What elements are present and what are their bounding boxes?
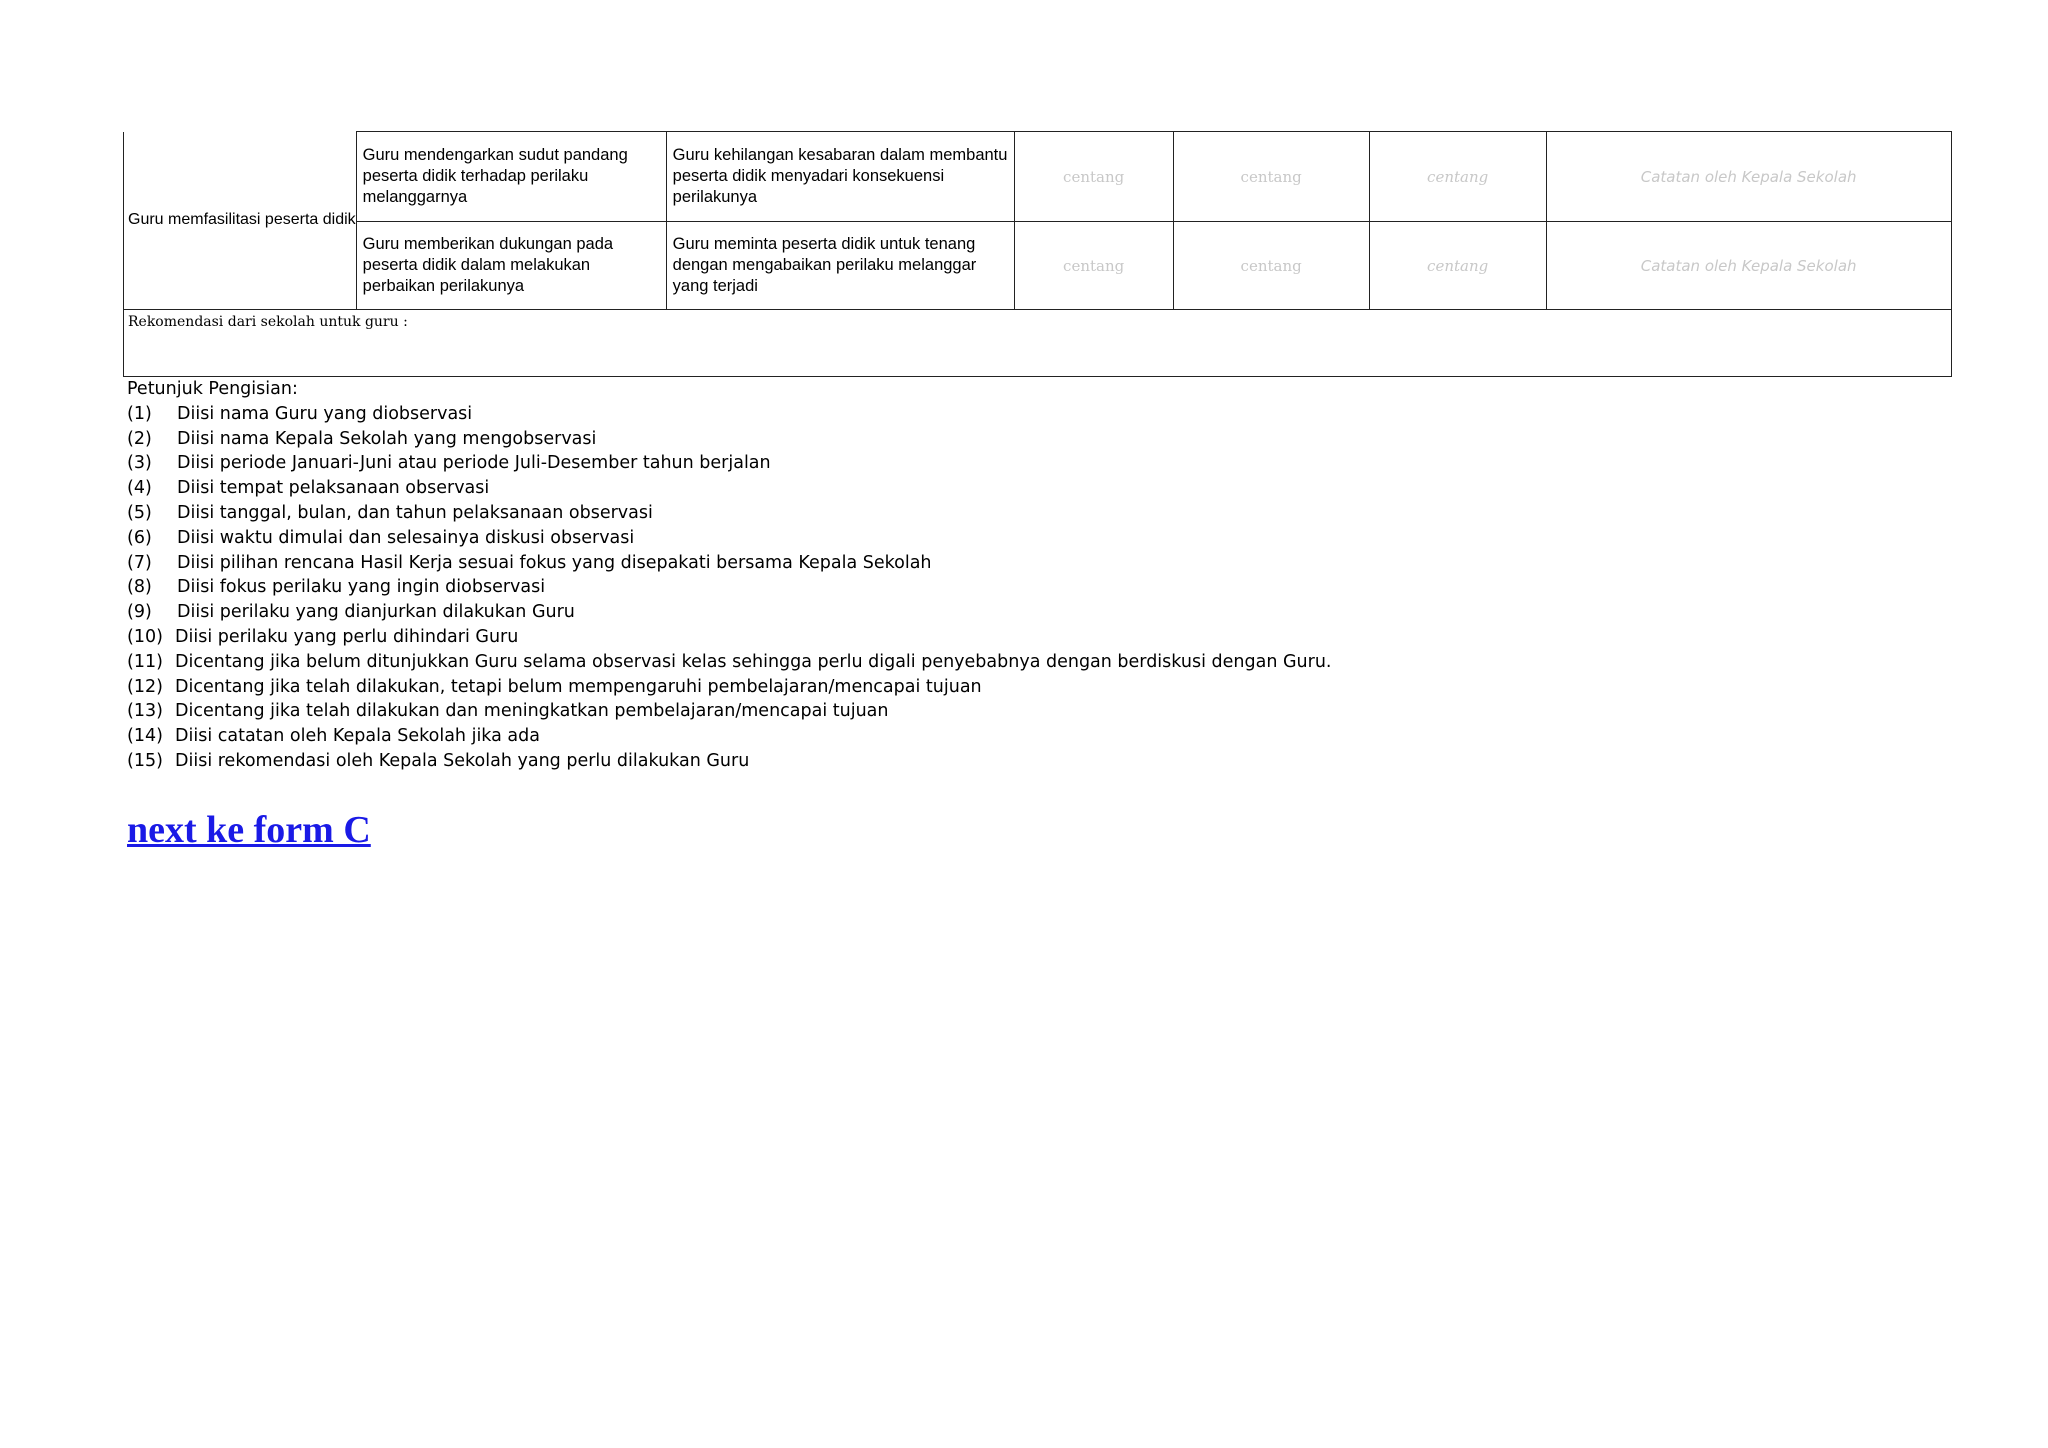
list-item bbox=[127, 600, 1331, 625]
check-no-impact-cell[interactable]: centang bbox=[1173, 132, 1369, 222]
item-number: (13) bbox=[127, 701, 163, 722]
list-item bbox=[127, 526, 1331, 551]
list-item bbox=[127, 575, 1331, 600]
item-number: (8) bbox=[127, 577, 152, 598]
check-no-impact-cell[interactable]: centang bbox=[1173, 222, 1369, 310]
item-text: Diisi rekomendasi oleh Kepala Sekolah yang perlu dilakukan Guru bbox=[175, 750, 750, 771]
item-text: Dicentang jika telah dilakukan, tetapi belum mempengaruhi pembelajaran/mencapai tujuan bbox=[175, 676, 982, 697]
check-improved-cell[interactable]: centang bbox=[1369, 132, 1546, 222]
instructions bbox=[127, 377, 1331, 774]
table-row bbox=[124, 132, 1952, 222]
item-text: Diisi catatan oleh Kepala Sekolah jika ada bbox=[175, 726, 540, 747]
item-number: (11) bbox=[127, 651, 163, 672]
item-number: (6) bbox=[127, 527, 152, 548]
recommendation-row bbox=[124, 310, 1952, 377]
item-text: Diisi perilaku yang dianjurkan dilakukan Guru bbox=[177, 602, 575, 623]
principal-note-cell[interactable]: Catatan oleh Kepala Sekolah bbox=[1546, 222, 1951, 310]
item-text: Dicentang jika belum ditunjukkan Guru selama observasi kelas sehingga perlu digali penyebabnya dengan berdiskusi dengan Guru. bbox=[175, 651, 1332, 672]
recommendation-cell[interactable] bbox=[124, 310, 1952, 377]
item-text: Diisi perilaku yang perlu dihindari Guru bbox=[175, 626, 519, 647]
list-item bbox=[127, 749, 1331, 774]
focus-label: Guru memfasilitasi peserta didik bbox=[128, 211, 356, 229]
item-number: (12) bbox=[127, 676, 163, 697]
instructions-title: Petunjuk Pengisian: bbox=[127, 379, 298, 399]
list-item bbox=[127, 625, 1331, 650]
item-number: (1) bbox=[127, 403, 152, 424]
item-number: (5) bbox=[127, 502, 152, 523]
check-improved-cell[interactable]: centang bbox=[1369, 222, 1546, 310]
list-item bbox=[127, 675, 1331, 700]
list-item bbox=[127, 476, 1331, 501]
recommended-behavior-cell: Guru memberikan dukungan pada peserta didik dalam melakukan perbaikan perilakunya bbox=[356, 222, 666, 310]
focus-cell bbox=[124, 132, 357, 310]
item-number: (3) bbox=[127, 453, 152, 474]
item-text: Diisi pilihan rencana Hasil Kerja sesuai fokus yang disepakati bersama Kepala Sekolah bbox=[177, 552, 932, 573]
avoided-behavior-cell: Guru meminta peserta didik untuk tenang dengan mengabaikan perilaku melanggar yang terjadi bbox=[666, 222, 1014, 310]
item-text: Diisi nama Guru yang diobservasi bbox=[177, 403, 473, 424]
list-item bbox=[127, 501, 1331, 526]
item-text: Dicentang jika telah dilakukan dan meningkatkan pembelajaran/mencapai tujuan bbox=[175, 701, 889, 722]
recommendation-label: Rekomendasi dari sekolah untuk guru : bbox=[128, 314, 408, 330]
item-text: Diisi tempat pelaksanaan observasi bbox=[177, 478, 490, 499]
list-item bbox=[127, 402, 1331, 427]
check-not-shown-cell[interactable]: centang bbox=[1014, 132, 1173, 222]
avoided-behavior-cell: Guru kehilangan kesabaran dalam membantu peserta didik menyadari konsekuensi perilakunya bbox=[666, 132, 1014, 222]
list-item bbox=[127, 451, 1331, 476]
list-item bbox=[127, 724, 1331, 749]
item-text: Diisi waktu dimulai dan selesainya diskusi observasi bbox=[177, 527, 635, 548]
item-number: (15) bbox=[127, 750, 163, 771]
list-item bbox=[127, 650, 1331, 675]
item-number: (2) bbox=[127, 428, 152, 449]
item-text: Diisi nama Kepala Sekolah yang mengobservasi bbox=[177, 428, 597, 449]
list-item bbox=[127, 699, 1331, 724]
next-form-c-link[interactable]: next ke form C bbox=[127, 809, 371, 851]
observation-table bbox=[123, 131, 1952, 377]
principal-note-cell[interactable]: Catatan oleh Kepala Sekolah bbox=[1546, 132, 1951, 222]
item-number: (14) bbox=[127, 726, 163, 747]
item-text: Diisi tanggal, bulan, dan tahun pelaksanaan observasi bbox=[177, 502, 653, 523]
item-text: Diisi fokus perilaku yang ingin diobservasi bbox=[177, 577, 546, 598]
recommended-behavior-cell: Guru mendengarkan sudut pandang peserta didik terhadap perilaku melanggarnya bbox=[356, 132, 666, 222]
item-number: (4) bbox=[127, 478, 152, 499]
item-number: (7) bbox=[127, 552, 152, 573]
item-number: (9) bbox=[127, 602, 152, 623]
item-text: Diisi periode Januari-Juni atau periode Juli-Desember tahun berjalan bbox=[177, 453, 771, 474]
list-item bbox=[127, 551, 1331, 576]
table-row bbox=[124, 222, 1952, 310]
item-number: (10) bbox=[127, 626, 163, 647]
list-item bbox=[127, 427, 1331, 452]
check-not-shown-cell[interactable]: centang bbox=[1014, 222, 1173, 310]
